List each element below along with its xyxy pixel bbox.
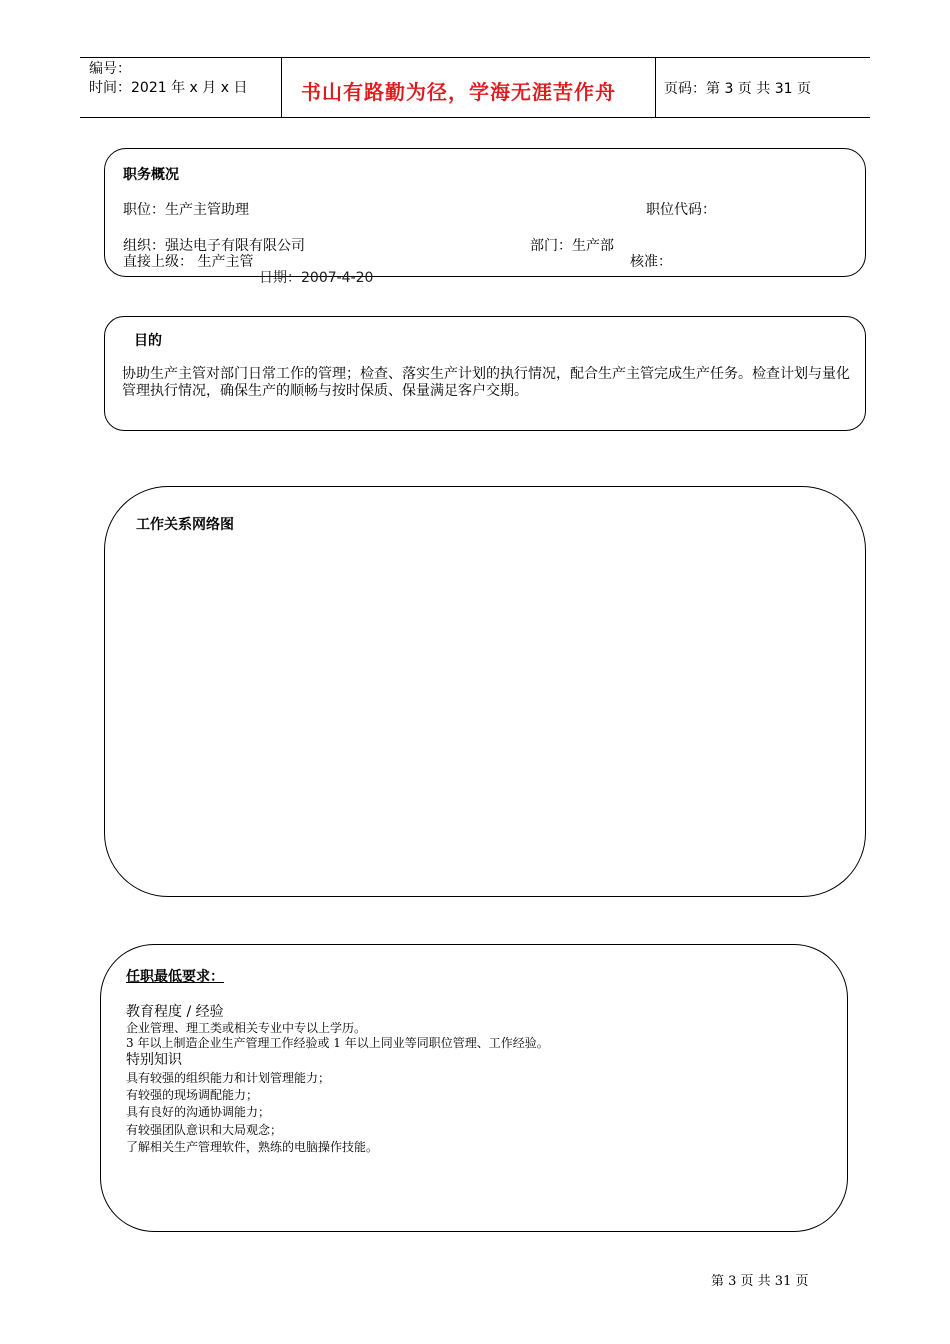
header-bottom-rule (80, 117, 870, 118)
requirements-title: 任职最低要求： (126, 969, 224, 985)
header-divider-left (281, 57, 282, 117)
header-time-label: 时间：2021 年 x 月 x 日 (89, 80, 248, 96)
position-code-field: 职位代码： (646, 202, 716, 218)
purpose-title: 目的 (134, 333, 162, 349)
education-line: 3 年以上制造企业生产管理工作经验或 1 年以上同业等同职位管理、工作经验。 (126, 1036, 549, 1050)
position-field: 职位：生产主管助理 (123, 202, 249, 218)
education-heading: 教育程度 / 经验 (126, 1004, 224, 1020)
header-page-label: 页码：第 3 页 共 31 页 (664, 81, 811, 97)
supervisor-field: 直接上级： 生产主管 (123, 254, 254, 270)
knowledge-line: 具有较强的组织能力和计划管理能力； (126, 1071, 331, 1085)
knowledge-line: 了解相关生产管理软件，熟练的电脑操作技能。 (126, 1140, 379, 1154)
department-field: 部门：生产部 (530, 238, 614, 254)
network-diagram-title: 工作关系网络图 (136, 517, 234, 533)
footer-page-number: 第 3 页 共 31 页 (711, 1274, 809, 1289)
purpose-text: 协助生产主管对部门日常工作的管理；检查、落实生产计划的执行情况，配合生产主管完成生产任务。检查计划与量化管理执行情况，确保生产的顺畅与按时保质、保量满足客户交期。 (122, 366, 850, 399)
education-line: 企业管理、理工类或相关专业中专以上学历。 (126, 1021, 367, 1035)
knowledge-line: 具有良好的沟通协调能力； (126, 1105, 271, 1119)
knowledge-heading: 特别知识 (126, 1052, 182, 1068)
date-field: 日期：2007-4-20 (259, 270, 374, 286)
job-overview-title: 职务概况 (123, 167, 179, 183)
approval-field: 核准： (630, 254, 672, 270)
network-diagram-box (104, 486, 866, 897)
header-number-label: 编号： (89, 61, 131, 77)
header-motto: 书山有路勤为径，学海无涯苦作舟 (301, 80, 616, 104)
knowledge-line: 有较强团队意识和大局观念； (126, 1123, 283, 1137)
header-top-rule (80, 57, 870, 58)
organization-field: 组织：强达电子有限有限公司 (123, 238, 305, 254)
header-divider-right (655, 57, 656, 117)
knowledge-line: 有较强的现场调配能力； (126, 1088, 259, 1102)
